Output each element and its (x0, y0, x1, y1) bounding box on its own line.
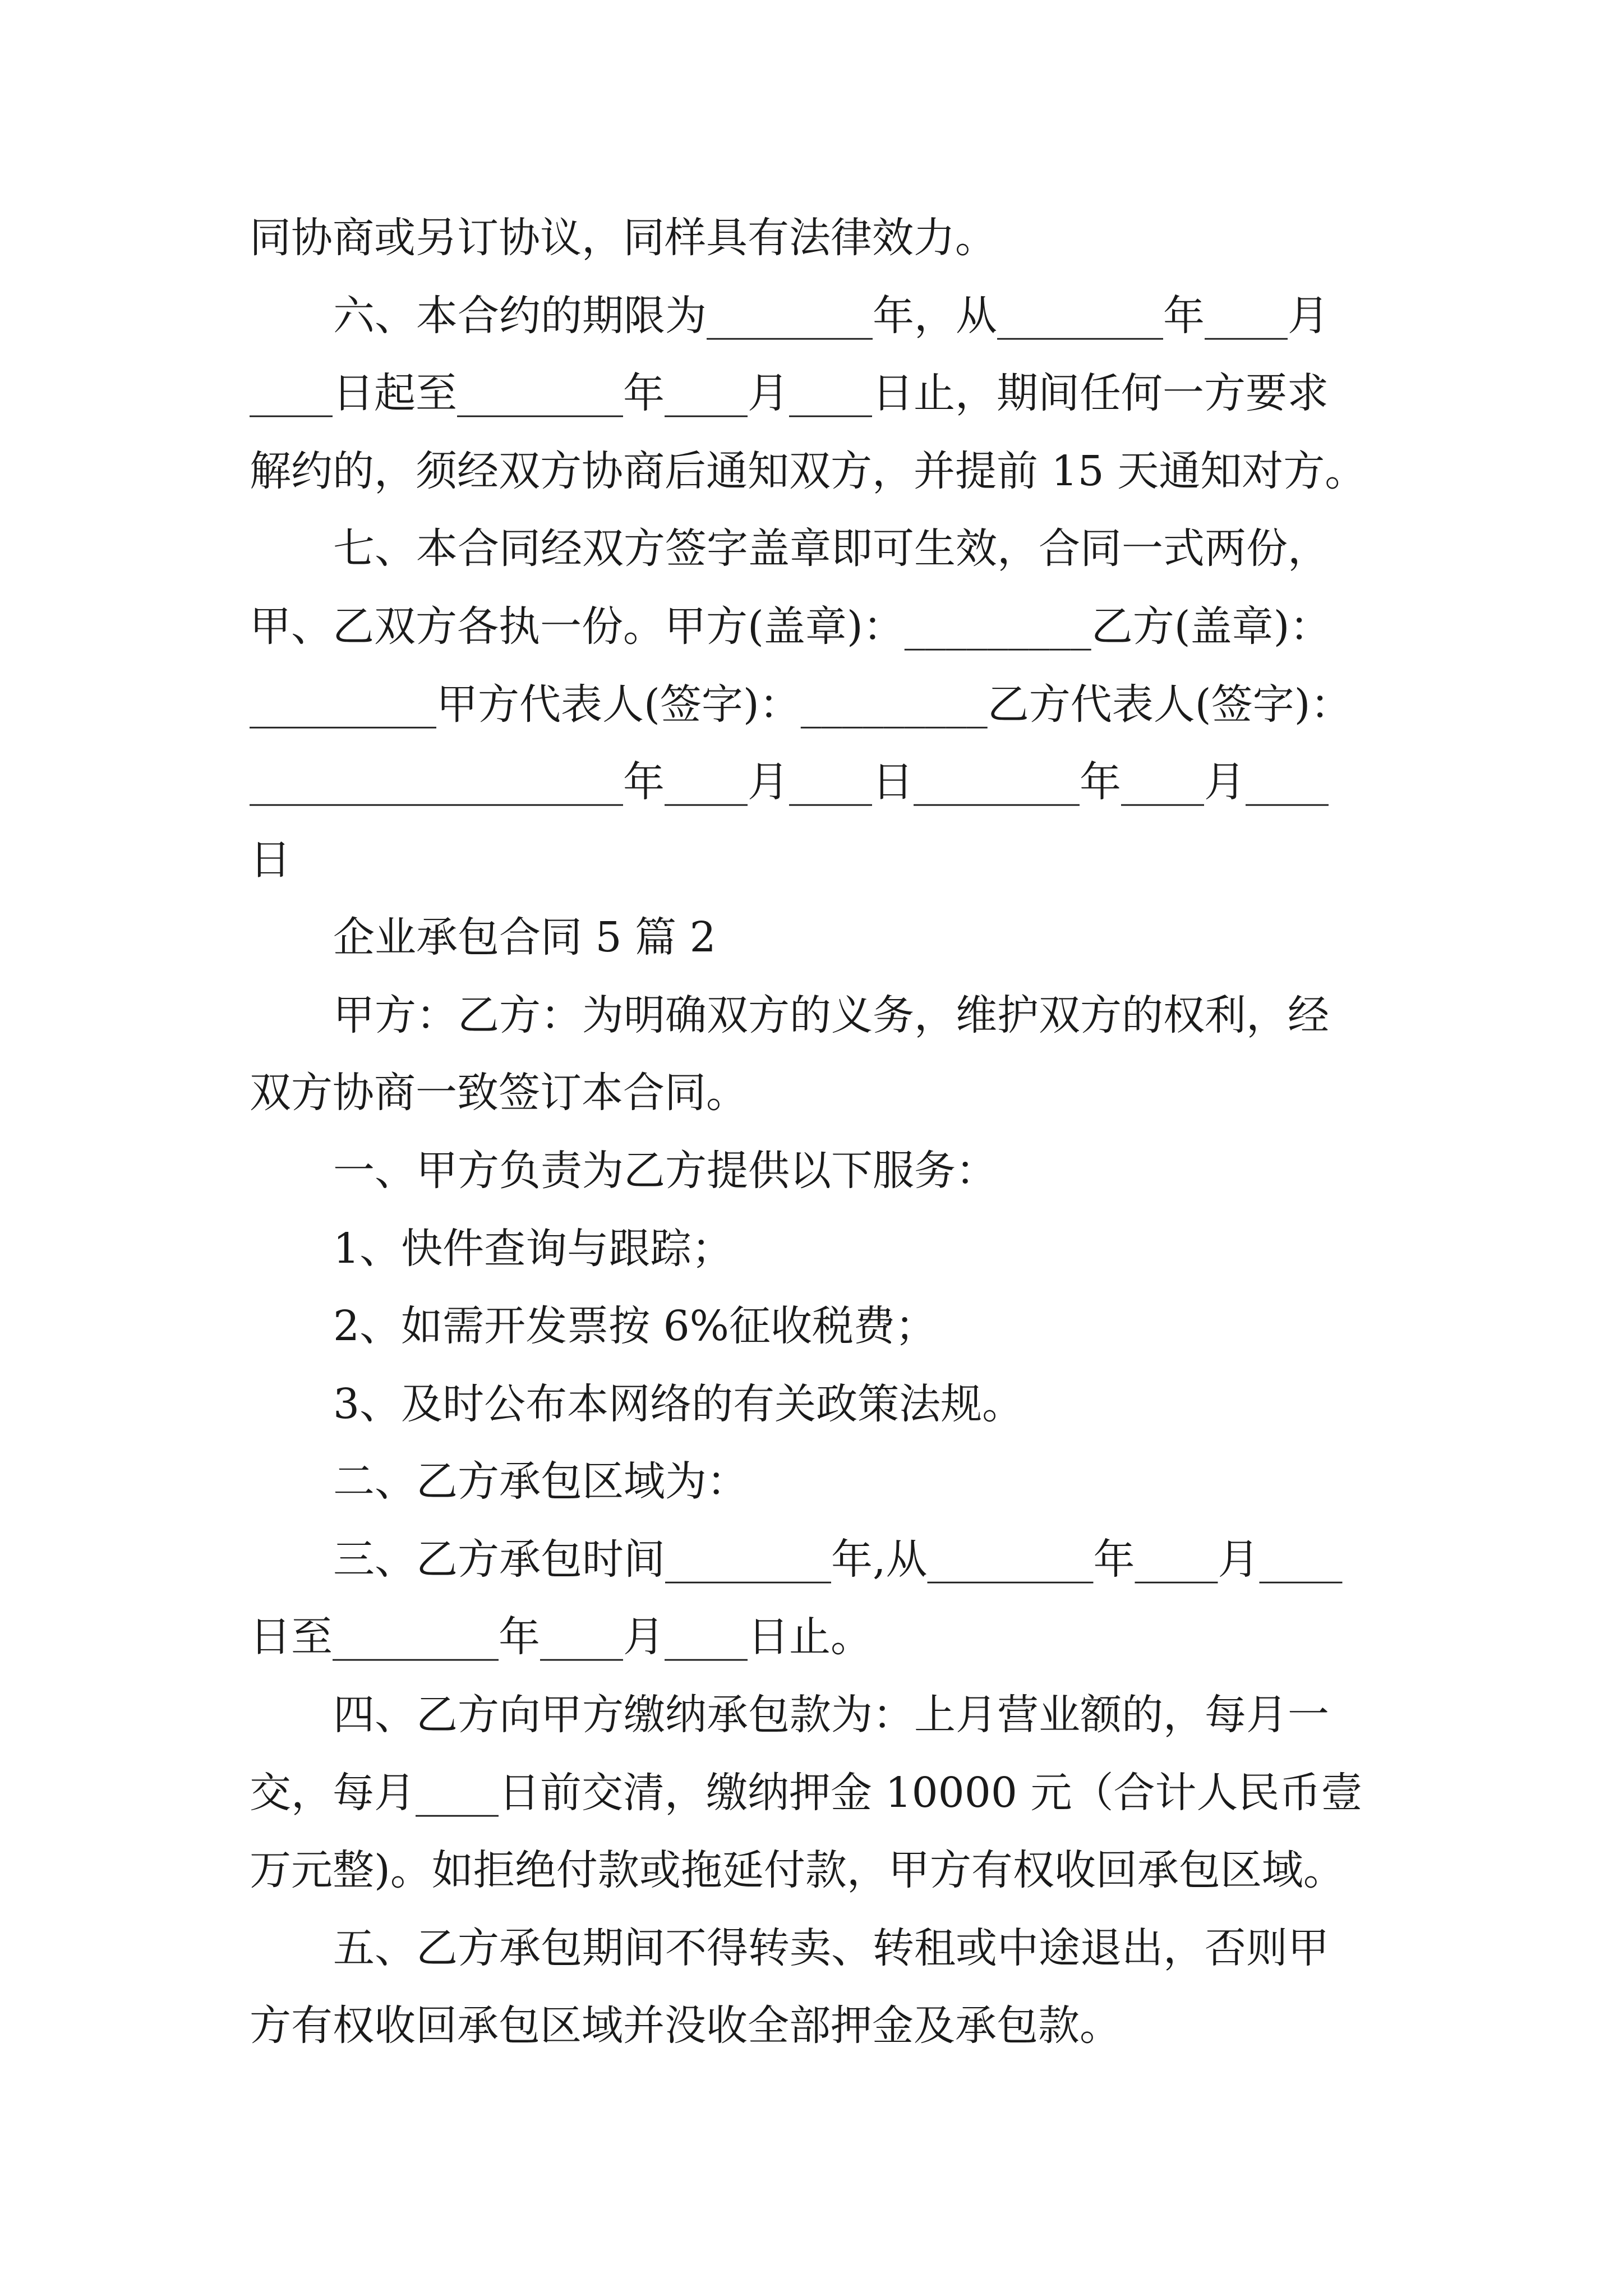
text-line: 同协商或另订协议，同样具有法律效力。 (250, 214, 997, 262)
text-line: 甲方：乙方：为明确双方的义务，维护双方的权利，经 (333, 991, 1329, 1039)
text-line: 3、及时公布本网络的有关政策法规。 (333, 1380, 1024, 1428)
text-line: ____日起至________年____月____日止，期间任何一方要求 (250, 369, 1329, 417)
text-line: 五、乙方承包期间不得转卖、转租或中途退出，否则甲 (333, 1924, 1329, 1972)
text-line: 方有权收回承包区域并没收全部押金及承包款。 (250, 2001, 1121, 2050)
text-line: __________________年____月____日________年____月____ (250, 758, 1329, 806)
text-line: 交，每月____日前交清，缴纳押金 10000 元（合计人民币壹 (250, 1769, 1363, 1817)
text-line: 一、甲方负责为乙方提供以下服务： (333, 1147, 997, 1195)
text-line: 日 (250, 836, 291, 884)
text-line: 六、本合约的期限为________年，从________年____月 (333, 292, 1329, 340)
text-line: 双方协商一致签订本合同。 (250, 1069, 748, 1117)
text-line: 七、本合同经双方签字盖章即可生效，合同一式两份， (333, 524, 1329, 573)
text-line: 解约的，须经双方协商后通知双方，并提前 15 天通知对方。 (250, 447, 1367, 495)
text-line: 甲、乙双方各执一份。甲方(盖章)：_________乙方(盖章)： (250, 602, 1331, 651)
text-line: _________甲方代表人(签字)：_________乙方代表人(签字)： (250, 680, 1352, 729)
text-line: 1、快件查询与跟踪； (333, 1225, 734, 1273)
text-line: 日至________年____月____日止。 (250, 1613, 872, 1661)
text-line: 万元整)。如拒绝付款或拖延付款，甲方有权收回承包区域。 (250, 1846, 1345, 1894)
section-title: 企业承包合同 5 篇 2 (333, 913, 716, 961)
text-line: 三、乙方承包时间________年,从________年____月____ (333, 1535, 1343, 1584)
text-line: 四、乙方向甲方缴纳承包款为：上月营业额的，每月一 (333, 1691, 1329, 1739)
text-line: 2、如需开发票按 6%征收税费； (333, 1302, 937, 1350)
text-line: 二、乙方承包区域为： (333, 1457, 748, 1506)
